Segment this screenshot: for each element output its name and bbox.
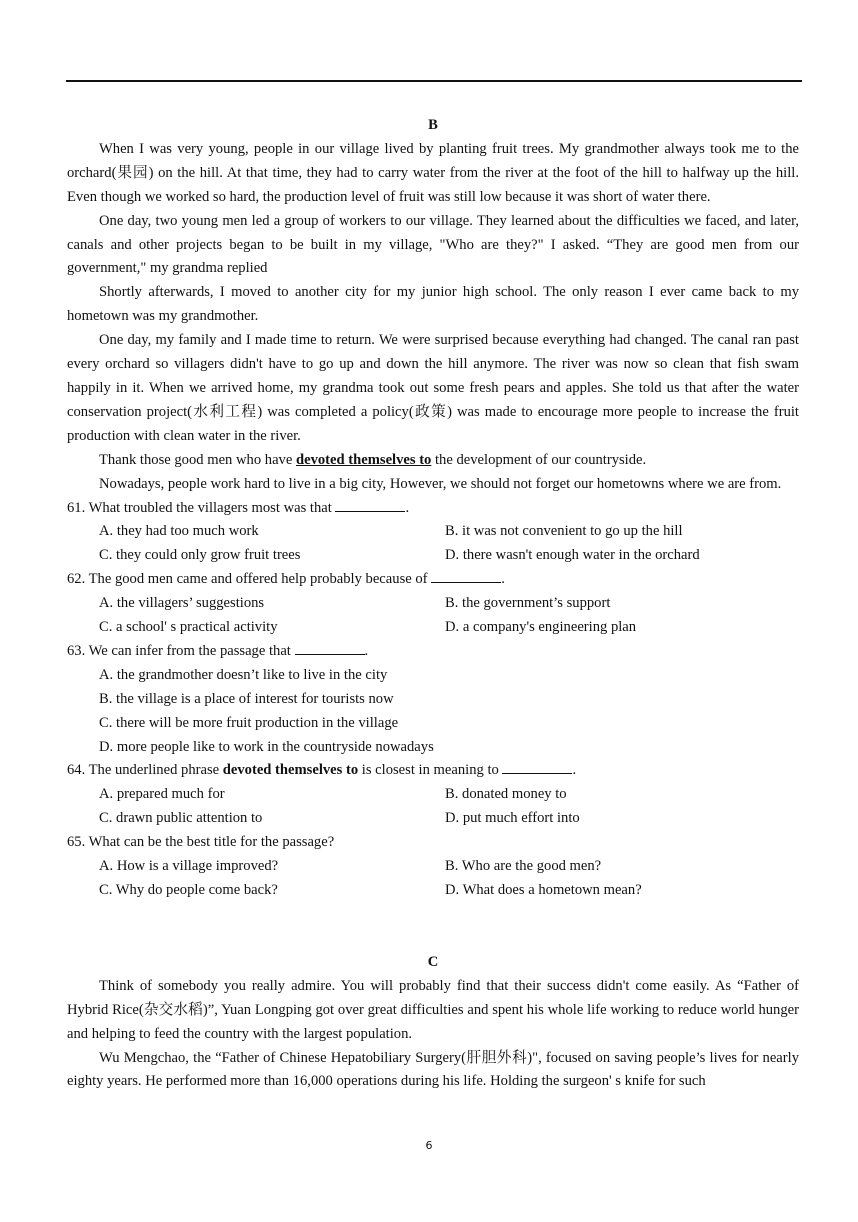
option-d: D. more people like to work in the countryside nowadays <box>99 738 434 755</box>
option-d: D. a company's engineering plan <box>445 619 637 636</box>
question-64-stem-start: 64. The underlined phrase <box>67 762 223 779</box>
question-62: 62. The good men came and offered help probably because of . <box>67 568 799 592</box>
question-64-phrase: devoted themselves to <box>222 762 359 779</box>
option-a: A. prepared much for <box>99 786 225 803</box>
question-65-options-row-2 <box>67 879 799 903</box>
option-a: A. the villagers’ suggestions <box>99 595 265 612</box>
paragraph-5-start: Thank those good men who have <box>99 451 296 468</box>
paragraph-2: One day, two young men led a group of workers to our village. They learned about the difficulties we faced, and later, canals and other projects began to be built in my village, "Who are they?" I asked. “They are good men from our government," my grandma replied <box>67 212 799 277</box>
answer-blank <box>335 497 405 512</box>
option-c: C. there will be more fruit production in the village <box>99 714 399 731</box>
question-62-options-row-2 <box>67 616 799 640</box>
paragraph-6: Nowadays, people work hard to live in a big city, However, we should not forget our hometowns where we are from. <box>99 475 782 492</box>
option-b: B. the village is a place of interest for tourists now <box>99 690 394 707</box>
question-61-options-row-2 <box>67 544 799 568</box>
option-a: A. they had too much work <box>99 523 259 540</box>
paragraph-3: Shortly afterwards, I moved to another city for my junior high school. The only reason I ever came back to my hometown was my grandmother. <box>67 284 799 325</box>
option-b: B. the government’s support <box>445 595 611 612</box>
question-64-options-row-1 <box>67 783 799 807</box>
header-rule <box>66 80 802 82</box>
question-63: 63. We can infer from the passage that . <box>67 640 799 664</box>
option-c: C. a school' s practical activity <box>99 619 278 636</box>
question-65-options-row-1 <box>67 855 799 879</box>
option-c: C. drawn public attention to <box>99 810 263 827</box>
question-65: 65. What can be the best title for the passage? <box>67 834 335 851</box>
question-63-stem: 63. We can infer from the passage that <box>67 642 291 659</box>
question-61-options-row-1 <box>67 520 799 544</box>
option-d: D. there wasn't enough water in the orchard <box>445 547 700 564</box>
option-c: C. Why do people come back? <box>99 882 278 898</box>
answer-blank <box>502 759 572 774</box>
option-d: D. What does a hometown mean? <box>445 882 642 898</box>
paragraph-5-end: the development of our countryside. <box>431 451 647 468</box>
page-number: 6 <box>425 1139 433 1152</box>
document-body <box>67 114 799 1094</box>
question-64-stem-end: is closest in meaning to <box>358 762 499 779</box>
option-b: B. donated money to <box>445 786 567 803</box>
paragraph-1: When I was very young, people in our village lived by planting fruit trees. My grandmother always took me to the orchard(果园) on the hill. At that time, they had to carry water from the river at the foot of the hill to halfway up the hill. Even though we worked so hard, the production level of fruit was still low because it was short of water there. <box>67 140 799 205</box>
section-c-paragraph-2: Wu Mengchao, the “Father of Chinese Hepatobiliary Surgery(肝胆外科)", focused on saving people’s lives for nearly eighty years. He performed more than 16,000 operations during his life. Holding the surgeon' s knife for such <box>67 1049 799 1090</box>
option-c: C. they could only grow fruit trees <box>99 547 301 564</box>
option-d: D. put much effort into <box>445 810 580 827</box>
paragraph-4: One day, my family and I made time to return. We were surprised because everything had changed. The canal ran past every orchard so villagers didn't have to go up and down the hill anymore. The river was now so clean that fish swam happily in it. When we arrived home, my grandma took out some fresh pears and apples. She told us that after the water conservation project(水利工程) was completed a policy(政策) was made to encourage more people to increase the fruit production with clean water in the river. <box>67 332 799 444</box>
section-spacer <box>67 903 799 951</box>
question-62-options-row-1 <box>67 592 799 616</box>
underlined-phrase: devoted themselves to <box>295 451 432 468</box>
paragraph-5 <box>67 449 799 473</box>
question-64-options-row-2 <box>67 807 799 831</box>
answer-blank <box>295 640 365 655</box>
question-61-stem: 61. What troubled the villagers most was that <box>67 499 332 516</box>
answer-blank <box>431 568 501 583</box>
option-a: A. the grandmother doesn’t like to live in the city <box>99 666 388 683</box>
section-c-heading: C <box>427 953 439 970</box>
question-62-stem: 62. The good men came and offered help probably because of <box>67 571 428 588</box>
option-b: B. it was not convenient to go up the hill <box>445 523 683 540</box>
section-c-paragraph-1: Think of somebody you really admire. You will probably find that their success didn't come easily. As “Father of Hybrid Rice(杂交水稻)”, Yuan Longping got over great difficulties and spent his whole life working to reduce world hunger and helping to feed the country with the largest population. <box>67 977 799 1042</box>
section-b-heading: B <box>428 117 438 133</box>
question-64: 64. The underlined phrase devoted themselves to is closest in meaning to . <box>67 759 799 783</box>
question-61: 61. What troubled the villagers most was that . <box>67 497 799 521</box>
option-b: B. Who are the good men? <box>445 858 602 875</box>
option-a: A. How is a village improved? <box>99 858 279 875</box>
